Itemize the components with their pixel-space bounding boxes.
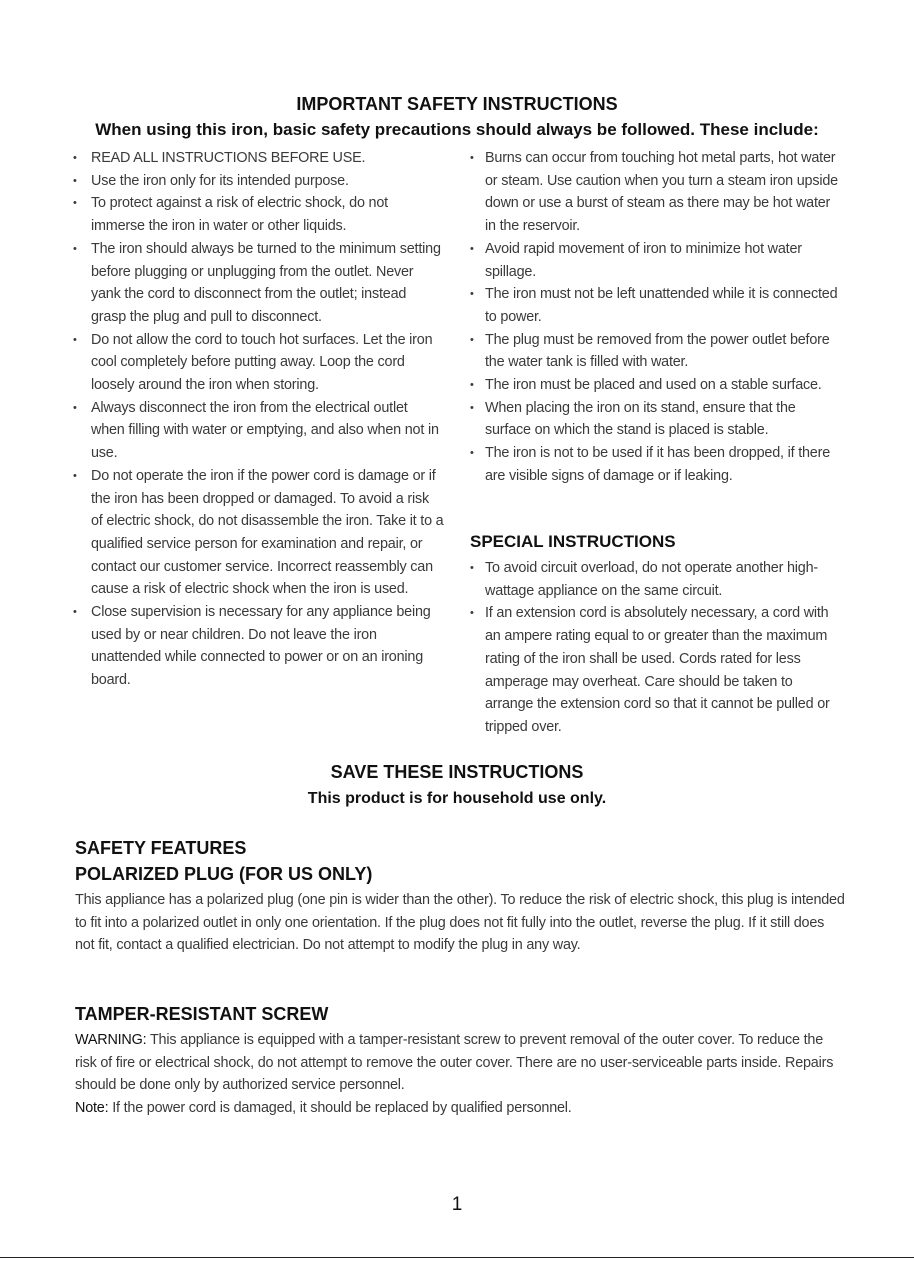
list-item: • The iron must not be left unattended while it is connected to power. [470, 283, 842, 328]
page-number: 1 [451, 1194, 463, 1215]
special-instructions [470, 557, 842, 739]
warning-paragraph [75, 1029, 845, 1097]
note-paragraph [75, 1097, 845, 1120]
left-instruction-list [64, 147, 444, 692]
intro-text: When using this iron, basic safety precautions should always be followed. These include: [95, 120, 819, 139]
list-item: • The iron must be placed and used on a stable surface. [470, 374, 842, 397]
list-item: • If an extension cord is absolutely necessary, a cord with an ampere rating equal to or greater than the maximum rating of the iron shall be used. Cords rated for less amperage may overheat. Care should be taken to arrange the extension cord so that it cannot be pulled or tripped over. [470, 602, 842, 738]
warning-label: WARNING: [75, 1032, 147, 1048]
warning-text: This appliance is equipped with a tamper-resistant screw to prevent removal of the outer cover. To reduce the risk of fire or electrical shock, do not attempt to remove the outer cover. There are no user-serviceable parts inside. Repairs should be done only by authorized service personnel. [75, 1032, 834, 1094]
note-text: If the power cord is damaged, it should be replaced by qualified personnel. [108, 1100, 572, 1116]
polarized-plug-text: This appliance has a polarized plug (one pin is wider than the other). To reduce the risk of electric shock, this plug is intended to fit into a polarized outlet in only one orientation. If the plug does not fit fully into the outlet, reverse the plug. If it still does not fit, contact a qualified electrician. Do not attempt to modify the plug in any way. [75, 892, 845, 954]
list-item: • When placing the iron on its stand, ensure that the surface on which the stand is placed is stable. [470, 397, 842, 442]
list-item: • To avoid circuit overload, do not operate another high-wattage appliance on the same circuit. [470, 557, 842, 602]
polarized-plug-heading: POLARIZED PLUG (FOR US ONLY) [75, 864, 373, 884]
list-item: • Burns can occur from touching hot metal parts, hot water or steam. Use caution when you turn a steam iron upside down or use a burst of steam as there may be hot water in the reservoir. [470, 147, 842, 238]
list-item: • Do not operate the iron if the power cord is damage or if the iron has been dropped or damaged. To avoid a risk of electric shock, do not disassemble the iron. Take it to a qualified service person for examination and repair, or contact our customer service. Incorrect reassembly can cause a risk of electric shock when the iron is used. [64, 465, 444, 601]
right-column [470, 147, 842, 488]
list-item: • The iron should always be turned to the minimum setting before plugging or unplugging from the outlet. Never yank the cord to disconnect from the outlet; instead grasp the plug and pull to disconnect. [64, 238, 444, 329]
save-instructions-title: SAVE THESE INSTRUCTIONS [330, 762, 584, 782]
list-item: • The iron is not to be used if it has been dropped, if there are visible signs of damage or if leaking. [470, 442, 842, 487]
list-item: • Avoid rapid movement of iron to minimize hot water spillage. [470, 238, 842, 283]
list-item: • Use the iron only for its intended purpose. [64, 170, 444, 193]
bottom-divider [0, 1257, 914, 1258]
household-use-note: This product is for household use only. [307, 790, 607, 807]
list-item: • To protect against a risk of electric shock, do not immerse the iron in water or other liquids. [64, 192, 444, 237]
list-item: • Do not allow the cord to touch hot surfaces. Let the iron cool completely before putting away. Loop the cord loosely around the iron when storing. [64, 329, 444, 397]
list-item: • Always disconnect the iron from the electrical outlet when filling with water or emptying, and also when not in use. [64, 397, 444, 465]
list-item: • READ ALL INSTRUCTIONS BEFORE USE. [64, 147, 444, 170]
page-title: IMPORTANT SAFETY INSTRUCTIONS [296, 94, 618, 114]
safety-features-heading: SAFETY FEATURES [75, 838, 247, 858]
list-item: • The plug must be removed from the power outlet before the water tank is filled with water. [470, 329, 842, 374]
left-column [64, 147, 444, 692]
right-instruction-list [470, 147, 842, 488]
tamper-screw-heading: TAMPER-RESISTANT SCREW [75, 1004, 329, 1024]
special-instructions-heading: SPECIAL INSTRUCTIONS [470, 532, 676, 551]
note-label: Note: [75, 1100, 109, 1116]
list-item: • Close supervision is necessary for any appliance being used by or near children. Do not leave the iron unattended while connected to power or on an ironing board. [64, 601, 444, 692]
special-instruction-list [470, 557, 842, 739]
